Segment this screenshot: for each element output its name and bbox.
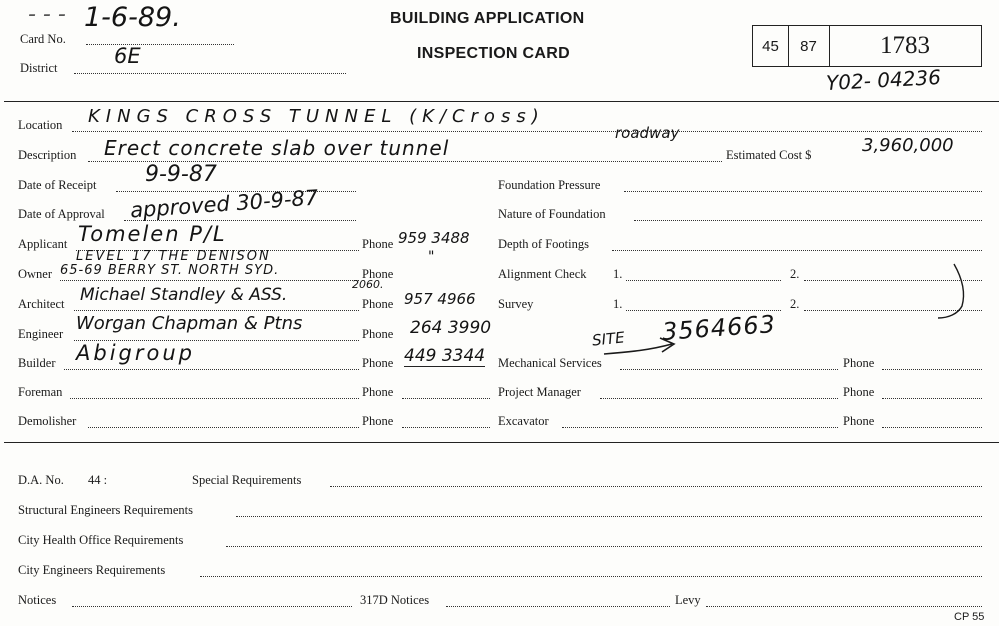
builder-phone-value: 449 3344 <box>404 346 486 366</box>
alignment-check-line-1 <box>626 280 781 281</box>
mechanical-phone-line <box>882 369 982 370</box>
code-box-2: 87 <box>788 25 830 67</box>
district-handwritten: 6E <box>114 44 141 68</box>
project-manager-line <box>600 398 838 399</box>
health-requirements-label: City Health Office Requirements <box>18 533 184 547</box>
notices-label: Notices <box>18 593 57 607</box>
project-manager-phone-line <box>882 398 982 399</box>
owner-line <box>60 280 359 281</box>
owner-ditto-mark: " <box>428 249 435 265</box>
architect-label: Architect <box>18 297 65 311</box>
description-insert: roadway <box>615 124 680 142</box>
applicant-phone-label: Phone <box>362 237 394 251</box>
demolisher-phone-line <box>402 427 490 428</box>
alignment-check-num-1: 1. <box>613 267 623 281</box>
foreman-line <box>70 398 359 399</box>
location-line <box>72 131 982 132</box>
stray-pen-marks: - - - <box>28 2 66 27</box>
district-label: District <box>20 61 58 75</box>
location-label: Location <box>18 118 63 132</box>
structural-requirements-line <box>236 516 982 517</box>
demolisher-phone-label: Phone <box>362 414 394 428</box>
code-box-1: 45 <box>752 25 789 67</box>
estimated-cost-value: 3,960,000 <box>862 135 954 156</box>
demolisher-label: Demolisher <box>18 414 77 428</box>
owner-phone-label: Phone <box>362 267 394 281</box>
excavator-phone-line <box>882 427 982 428</box>
engineer-label: Engineer <box>18 327 64 341</box>
da-no-label: D.A. No. <box>18 473 64 487</box>
city-engineers-requirements-label: City Engineers Requirements <box>18 563 166 577</box>
alignment-check-num-2: 2. <box>790 267 800 281</box>
card-no-handwritten: 1-6-89. <box>84 2 181 33</box>
bracket-pen-mark <box>932 262 972 322</box>
special-requirements-line <box>330 486 982 487</box>
excavator-phone-label: Phone <box>843 414 875 428</box>
special-requirements-label: Special Requirements <box>192 473 302 487</box>
da-no-value: 44 : <box>88 473 108 487</box>
mechanical-phone-label: Phone <box>843 356 875 370</box>
architect-value: Michael Standley & ASS. <box>80 285 288 305</box>
nature-of-foundation-label: Nature of Foundation <box>498 207 606 221</box>
applicant-phone-value: 959 3488 <box>398 229 470 247</box>
health-requirements-line <box>226 546 982 547</box>
site-arrow-icon <box>600 330 680 360</box>
city-engineers-requirements-line <box>200 576 982 577</box>
architect-phone-value: 957 4966 <box>404 290 476 308</box>
estimated-cost-label: Estimated Cost $ <box>726 148 812 162</box>
depth-of-footings-line <box>612 250 982 251</box>
owner-label: Owner <box>18 267 53 281</box>
receipt-value: 9-9-87 <box>145 162 217 187</box>
engineer-value: Worgan Chapman & Ptns <box>76 313 303 334</box>
levy-line <box>706 606 982 607</box>
district-line <box>74 73 346 74</box>
architect-phone-label: Phone <box>362 297 394 311</box>
mechanical-services-label: Mechanical Services <box>498 356 602 370</box>
approval-value: approved 30-9-87 <box>129 185 319 223</box>
structural-requirements-label: Structural Engineers Requirements <box>18 503 193 517</box>
foundation-pressure-label: Foundation Pressure <box>498 178 601 192</box>
divider-top <box>4 101 999 102</box>
owner-value-line-1: LEVEL 17 THE DENISON <box>76 249 271 264</box>
notices-line <box>72 606 352 607</box>
builder-value: Abigroup <box>76 341 195 365</box>
foreman-label: Foreman <box>18 385 63 399</box>
architect-line <box>74 310 359 311</box>
builder-line <box>64 369 359 370</box>
builder-label: Builder <box>18 356 56 370</box>
notices-317d-line <box>446 606 670 607</box>
demolisher-line <box>88 427 359 428</box>
form-code: CP 55 <box>954 611 985 623</box>
foreman-phone-line <box>402 398 490 399</box>
site-label-handwritten: SITE <box>591 328 626 350</box>
site-number-handwritten: 3564663 <box>661 310 777 346</box>
survey-label: Survey <box>498 297 534 311</box>
builder-phone-label: Phone <box>362 356 394 370</box>
excavator-line <box>562 427 838 428</box>
title-line-2: INSPECTION CARD <box>417 45 570 62</box>
card-no-line <box>86 44 234 45</box>
owner-value-line-2: 65-69 BERRY ST. NORTH SYD. <box>60 263 280 278</box>
survey-num-1: 1. <box>613 297 623 311</box>
nature-of-foundation-line <box>634 220 982 221</box>
location-value: KINGS CROSS TUNNEL (K/Cross) <box>88 106 545 127</box>
receipt-label: Date of Receipt <box>18 178 97 192</box>
levy-label: Levy <box>675 593 701 607</box>
foundation-pressure-line <box>624 191 982 192</box>
depth-of-footings-label: Depth of Footings <box>498 237 589 251</box>
engineer-phone-value: 264 3990 <box>410 318 492 338</box>
divider-middle <box>4 442 999 443</box>
description-label: Description <box>18 148 77 162</box>
mechanical-services-line <box>620 369 838 370</box>
owner-postcode: 2060. <box>352 278 384 291</box>
approval-label: Date of Approval <box>18 207 105 221</box>
applicant-label: Applicant <box>18 237 68 251</box>
card-no-label: Card No. <box>20 32 66 46</box>
survey-num-2: 2. <box>790 297 800 311</box>
project-manager-phone-label: Phone <box>843 385 875 399</box>
applicant-value: Tomelen P/L <box>78 222 227 246</box>
engineer-phone-label: Phone <box>362 327 394 341</box>
code-box-3: 1783 <box>829 25 982 67</box>
alignment-check-label: Alignment Check <box>498 267 587 281</box>
project-manager-label: Project Manager <box>498 385 581 399</box>
title-line-1: BUILDING APPLICATION <box>390 10 585 27</box>
excavator-label: Excavator <box>498 414 549 428</box>
notices-317d-label: 317D Notices <box>360 593 430 607</box>
foreman-phone-label: Phone <box>362 385 394 399</box>
ref-number-handwritten: Y02- 04236 <box>825 65 942 95</box>
description-value: Erect concrete slab over tunnel <box>104 136 450 160</box>
